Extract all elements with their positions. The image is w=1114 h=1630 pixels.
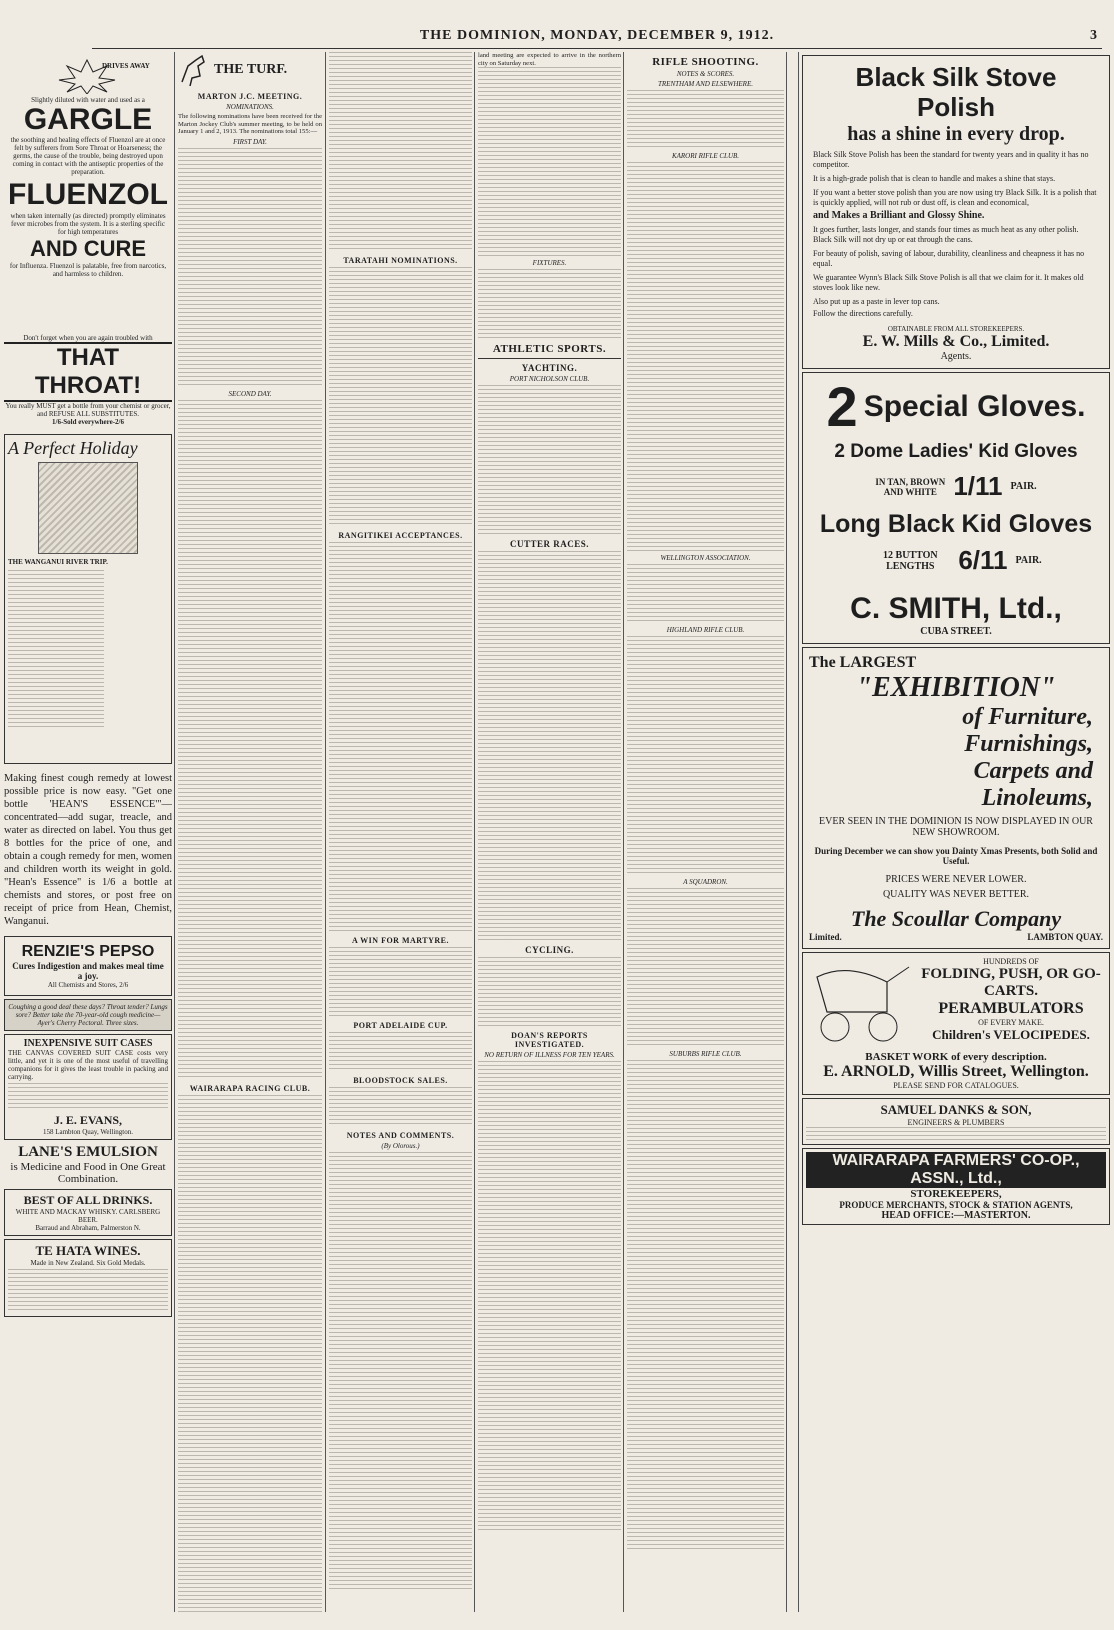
furniture-text: of Furniture, [962, 704, 1093, 730]
tehata-wines-ad [4, 1239, 172, 1317]
first-day-heading: FIRST DAY. [233, 137, 267, 146]
gargle-heading: GARGLE [23, 103, 153, 136]
masthead [92, 26, 1102, 49]
ayers-ad [4, 999, 172, 1031]
second-day-body [178, 400, 322, 1080]
squadron-scores [627, 888, 784, 1048]
linoleums-text: Linoleums, [981, 785, 1093, 811]
suit-cases-body [8, 1083, 168, 1111]
produce-text: PRODUCE MERCHANTS, STOCK & STATION AGENTS, [839, 1200, 1073, 1210]
fixtures-body [478, 269, 621, 339]
bsp-p7: We guarantee Wynn's Black Silk Stove Polish is all that we claim for it. It makes old stoves look like new. [813, 273, 1084, 292]
velocipedes-text: Children's VELOCIPEDES. [932, 1027, 1090, 1042]
tan-label: IN TAN, BROWN AND WHITE [875, 476, 946, 497]
evans-name: J. E. EVANS, [53, 1113, 123, 1127]
turf-heading: THE TURF. [214, 62, 288, 77]
martyre-body [329, 947, 472, 1017]
scoullar-foot [809, 932, 1103, 942]
yachting-body [478, 385, 621, 535]
column-2-turf [178, 52, 322, 1612]
rifle-notes-heading: NOTES & SCORES. [676, 70, 735, 78]
column-rule [786, 52, 787, 1612]
highland-heading: HIGHLAND RIFLE CLUB. [666, 626, 745, 634]
perambulators-text: PERAMBULATORS [938, 1000, 1084, 1017]
highland-scores [627, 636, 784, 876]
obtainable-text: OBTAINABLE FROM ALL STOREKEEPERS. [887, 325, 1025, 333]
karori-heading: KARORI RIFLE CLUB. [671, 152, 740, 160]
fluenzol-text: when taken internally (as directed) promptly eliminates fever microbes from the system. It is a sterling specific for high temperatures [10, 212, 166, 236]
tehata-sub: Made in New Zealand. Six Gold Medals. [30, 1259, 146, 1267]
athletic-heading: ATHLETIC SPORTS. [492, 343, 607, 356]
no-return-heading: NO RETURN OF ILLNESS FOR TEN YEARS. [484, 1051, 615, 1060]
smith-name: C. SMITH, Ltd., [850, 592, 1062, 625]
column-rule [798, 52, 799, 1612]
renzies-heading: RENZIE'S PEPSO [21, 943, 155, 960]
dome-gloves: 2 Dome Ladies' Kid Gloves [834, 441, 1078, 462]
rangitikei-heading: RANGITIKEI ACCEPTANCES. [338, 531, 463, 540]
renzies-sub: Cures Indigestion and makes meal time a joy. [12, 961, 164, 981]
yachting-heading: YACHTING. [521, 363, 578, 374]
arnold-ad [802, 952, 1110, 1095]
cutter-body [478, 551, 621, 941]
fluenzol-ad [4, 55, 172, 330]
rangitikei-body [329, 542, 472, 932]
column-rule [474, 52, 475, 1612]
karori-scores [627, 162, 784, 552]
danks-body [806, 1127, 1106, 1141]
river-illustration [38, 462, 138, 554]
holiday-heading: A Perfect Holiday [8, 438, 138, 458]
mills-agents: Agents. [940, 351, 972, 362]
lanes-heading: LANE'S EMULSION [18, 1144, 158, 1160]
second-day-heading: SECOND DAY. [228, 389, 272, 398]
mills-name: E. W. Mills & Co., Limited. [862, 333, 1050, 350]
evans-address: 158 Lambton Quay, Wellington. [42, 1128, 134, 1136]
carpets-text: Carpets and [973, 758, 1093, 784]
doans-heading: DOAN'S REPORTS INVESTIGATED. [511, 1031, 588, 1050]
doans-body [478, 1061, 621, 1531]
page-number: 3 [1090, 28, 1098, 43]
special-heading: Special Gloves. [863, 390, 1086, 423]
quality-text: QUALITY WAS NEVER BETTER. [882, 889, 1030, 900]
price-text: 1/6-Sold everywhere-2/6 [52, 418, 124, 426]
trentham-heading: TRENTHAM AND ELSEWHERE. [658, 80, 753, 88]
drinks-heading: BEST OF ALL DRINKS. [23, 1193, 153, 1207]
scoullar-logo: The Scoullar Company [850, 906, 1062, 931]
adelaide-heading: PORT ADELAIDE CUP. [353, 1021, 448, 1030]
bsp-p8: Also put up as a paste in lever top cans. [813, 297, 940, 306]
furnishings-text: Furnishings, [964, 731, 1093, 757]
button-lengths: 12 BUTTON LENGTHS [883, 549, 938, 572]
scoullar-address: LAMBTON QUAY. [1027, 932, 1103, 942]
long-gloves: Long Black Kid Gloves [819, 510, 1093, 538]
wanganui-heading: THE WANGANUI RIVER TRIP. [8, 558, 108, 566]
marton-heading: MARTON J.C. MEETING. [197, 92, 303, 101]
cure-text: for Influenza. Fluenzol is palatable, free from narcotics, and harmless to children. [9, 262, 167, 278]
bsp-p1: Black Silk Stove Polish has been the standard for twenty years and in quality it has no competitor. [813, 150, 1089, 169]
bloodstock-body [329, 1087, 472, 1127]
xmas-text: During December we can show you Dainty Xmas Presents, both Solid and Useful. [814, 846, 1098, 866]
bsp-p3: If you want a better stove polish than you are now using try Black Silk. It is a polish that is quickly applied, will not rub or dust off, is clean and economical, [813, 188, 1097, 207]
taratahi-body [329, 267, 472, 527]
danks-sub: ENGINEERS & PLUMBERS [907, 1118, 1005, 1127]
suit-cases-heading: INEXPENSIVE SUIT CASES [23, 1038, 153, 1049]
heans-essence-ad: Making finest cough remedy at lowest possible price is now easy. "Get one bottle 'HEAN'S ESSENCE'"—concentrated—add sugar, treacle, and water as directed on label. You thus get 8 bottles for the price of one, and obtain a cough remedy for men, women and children worth its weight in gold. "Hean's Essence" is 1/6 a bottle at chemists and stores, or post free on receipt of price from Hean, Chemist, Wanganui. [4, 773, 172, 927]
wellington-assoc-heading: WELLINGTON ASSOCIATION. [660, 554, 751, 562]
bsp-p2: It is a high-grade polish that is clean to handle and makes a shine that stays. [813, 174, 1056, 183]
turf-intro: The following nominations have been received for the Marton Jockey Club's summer meeting, to be held on January 1 and 2, 1913. The nominations total 155:— [178, 113, 322, 136]
danks-name: SAMUEL DANKS & SON, [880, 1102, 1032, 1117]
tan-price: 1/11 [953, 471, 1003, 501]
best-drinks-ad [4, 1189, 172, 1236]
horse-icon [178, 52, 208, 88]
suit-cases-text: THE CANVAS COVERED SUIT CASE costs very little, and yet it is one of the most useful of travelling companions for it gives the least trouble in packing and carrying. [8, 1049, 168, 1081]
column-rule [174, 52, 175, 1612]
long-pair: PAIR. [1015, 555, 1042, 566]
wellington-assoc-body [627, 564, 784, 624]
bsp-subtitle: has a shine in every drop. [847, 123, 1065, 145]
adelaide-body [329, 1032, 472, 1072]
drinks-foot: Barraud and Abraham, Palmerston N. [35, 1224, 141, 1232]
trentham-body [627, 90, 784, 150]
turf-header [178, 52, 322, 88]
special-gloves-ad [802, 372, 1110, 644]
notes-body [329, 1152, 472, 1592]
column-7-ads [802, 52, 1110, 1612]
prices-text: PRICES WERE NEVER LOWER. [885, 874, 1027, 885]
rifle-heading: RIFLE SHOOTING. [652, 56, 759, 68]
arnold-body [807, 957, 1105, 1047]
ever-seen-text: EVER SEEN IN THE DOMINION IS NOW DISPLAYED IN OUR NEW SHOWROOM. [819, 816, 1093, 838]
wairarapa-farmers-ad [802, 1148, 1110, 1225]
exhibition-ad [802, 647, 1110, 949]
bsp-p5: It goes further, lasts longer, and stands four times as much heat as any other polish. Black Silk will not dry up or eat through the cans. [813, 225, 1079, 244]
pram-illustration [807, 957, 917, 1047]
forget-text: Don't forget when you are again troubled with [23, 334, 153, 342]
column-4-top-body [478, 67, 621, 257]
long-price: 6/11 [958, 545, 1008, 575]
lanes-emulsion-ad [4, 1144, 172, 1185]
divider [478, 358, 621, 359]
drives-away-banner [7, 58, 169, 96]
tan-pair: PAIR. [1010, 481, 1037, 492]
storekeepers-text: STOREKEEPERS, [910, 1188, 1002, 1200]
head-office-text: HEAD OFFICE:—MASTERTON. [881, 1210, 1031, 1221]
danks-ad [802, 1098, 1110, 1145]
smith-address: CUBA STREET. [920, 626, 992, 637]
arnold-text [917, 957, 1105, 1047]
martyre-heading: A WIN FOR MARTYRE. [351, 936, 450, 945]
suburbs-heading: SUBURBS RIFLE CLUB. [669, 1050, 742, 1058]
bsp-p6: For beauty of polish, saving of labour, durability, cleanliness and cheapness it has no equal. [813, 249, 1085, 268]
notes-heading: NOTES AND COMMENTS. [346, 1131, 455, 1140]
fixtures-heading: FIXTURES. [532, 259, 567, 268]
tehata-body [8, 1269, 168, 1313]
exhibition-heading: "EXHIBITION" [856, 672, 1056, 703]
suit-cases-ad [4, 1034, 172, 1140]
wanganui-holiday-ad [4, 434, 172, 764]
bsp-p4: and Makes a Brilliant and Glossy Shine. [813, 210, 985, 221]
basket-text: BASKET WORK of every description. [865, 1051, 1047, 1063]
squadron-heading: A SQUADRON. [683, 878, 728, 886]
wairarapa-body [178, 1095, 322, 1612]
catalogues-text: PLEASE SEND FOR CATALOGUES. [893, 1081, 1019, 1090]
special-number: 2 [826, 375, 858, 438]
cycling-body [478, 957, 621, 1027]
that-throat-heading: THAT THROAT! [4, 342, 172, 402]
wanganui-body [8, 570, 104, 730]
column-3-top-body [329, 52, 472, 252]
nominations-heading: NOMINATIONS. [226, 103, 274, 111]
drives-away-text: DRIVES AWAY [102, 62, 150, 70]
bloodstock-heading: BLOODSTOCK SALES. [353, 1076, 448, 1085]
special-heading-row [809, 375, 1103, 438]
bsp-p9: Follow the directions carefully. [813, 309, 913, 318]
black-silk-ad [802, 55, 1110, 369]
masthead-title: THE DOMINION, MONDAY, DECEMBER 9, 1912. [419, 28, 775, 43]
taratahi-heading: TARATAHI NOMINATIONS. [343, 256, 458, 265]
scoullar-limited: Limited. [809, 932, 842, 942]
ayers-text: Coughing a good deal these days? Throat tender? Lungs sore? Better take the 70-year-old cough medicine—Ayer's Cherry Pectoral. Three sizes. [8, 1003, 168, 1027]
bsp-title: Black Silk Stove Polish [855, 62, 1057, 122]
fluenzol-heading: FLUENZOL [8, 178, 168, 211]
column-5-rifle [627, 52, 784, 1612]
folding-text: FOLDING, PUSH, OR GO-CARTS. [921, 966, 1101, 999]
gargle-text: the soothing and healing effects of Fluenzol are at once felt by sufferers from Sore Throat or Hoarseness; the germs, the cause of the trouble, being destroyed upon coming in contact with the antiseptic properties of the preparation. [10, 136, 166, 176]
that-throat-ad [4, 334, 172, 426]
notes-byline: (By Olorous.) [381, 1142, 420, 1150]
hundreds-text: HUNDREDS OF [983, 957, 1039, 966]
tan-price-row [809, 471, 1103, 502]
renzies-ad [4, 936, 172, 996]
lanes-sub: is Medicine and Food in One Great Combination. [10, 1161, 166, 1185]
wairarapa-heading: WAIRARAPA RACING CLUB. [189, 1083, 311, 1093]
pnc-heading: PORT NICHOLSON CLUB. [509, 375, 590, 384]
cycling-heading: CYCLING. [525, 945, 574, 956]
column-rule [623, 52, 624, 1612]
column-1-ads [4, 52, 172, 1612]
fluenzol-intro: Slightly diluted with water and used as a [31, 96, 145, 104]
largest-text: The LARGEST [809, 654, 917, 671]
column-4-intro: land meeting are expected to arrive in the northern city on Saturday next. [478, 52, 621, 67]
wairarapa-name: WAIRARAPA FARMERS' CO-OP., ASSN., Ltd., [806, 1152, 1106, 1188]
arnold-name: E. ARNOLD, Willis Street, Wellington. [823, 1063, 1089, 1080]
column-3-racing [329, 52, 472, 1612]
column-4-sports [478, 52, 621, 1612]
suburbs-scores [627, 1060, 784, 1550]
column-rule [325, 52, 326, 1612]
cutter-heading: CUTTER RACES. [509, 539, 589, 550]
drinks-sub: WHITE AND MACKAY WHISKY. CARLSBERG BEER. [15, 1208, 161, 1224]
and-cure-heading: AND CURE [29, 236, 147, 261]
renzies-foot: All Chemists and Stores, 2/6 [47, 981, 129, 989]
tehata-heading: TE HATA WINES. [35, 1243, 141, 1258]
really-text: You really MUST get a bottle from your chemist or grocer, and REFUSE ALL SUBSTITUTES. [5, 402, 171, 418]
long-price-row [809, 545, 1103, 576]
every-make-text: OF EVERY MAKE. [978, 1018, 1044, 1027]
first-day-body [178, 148, 322, 388]
